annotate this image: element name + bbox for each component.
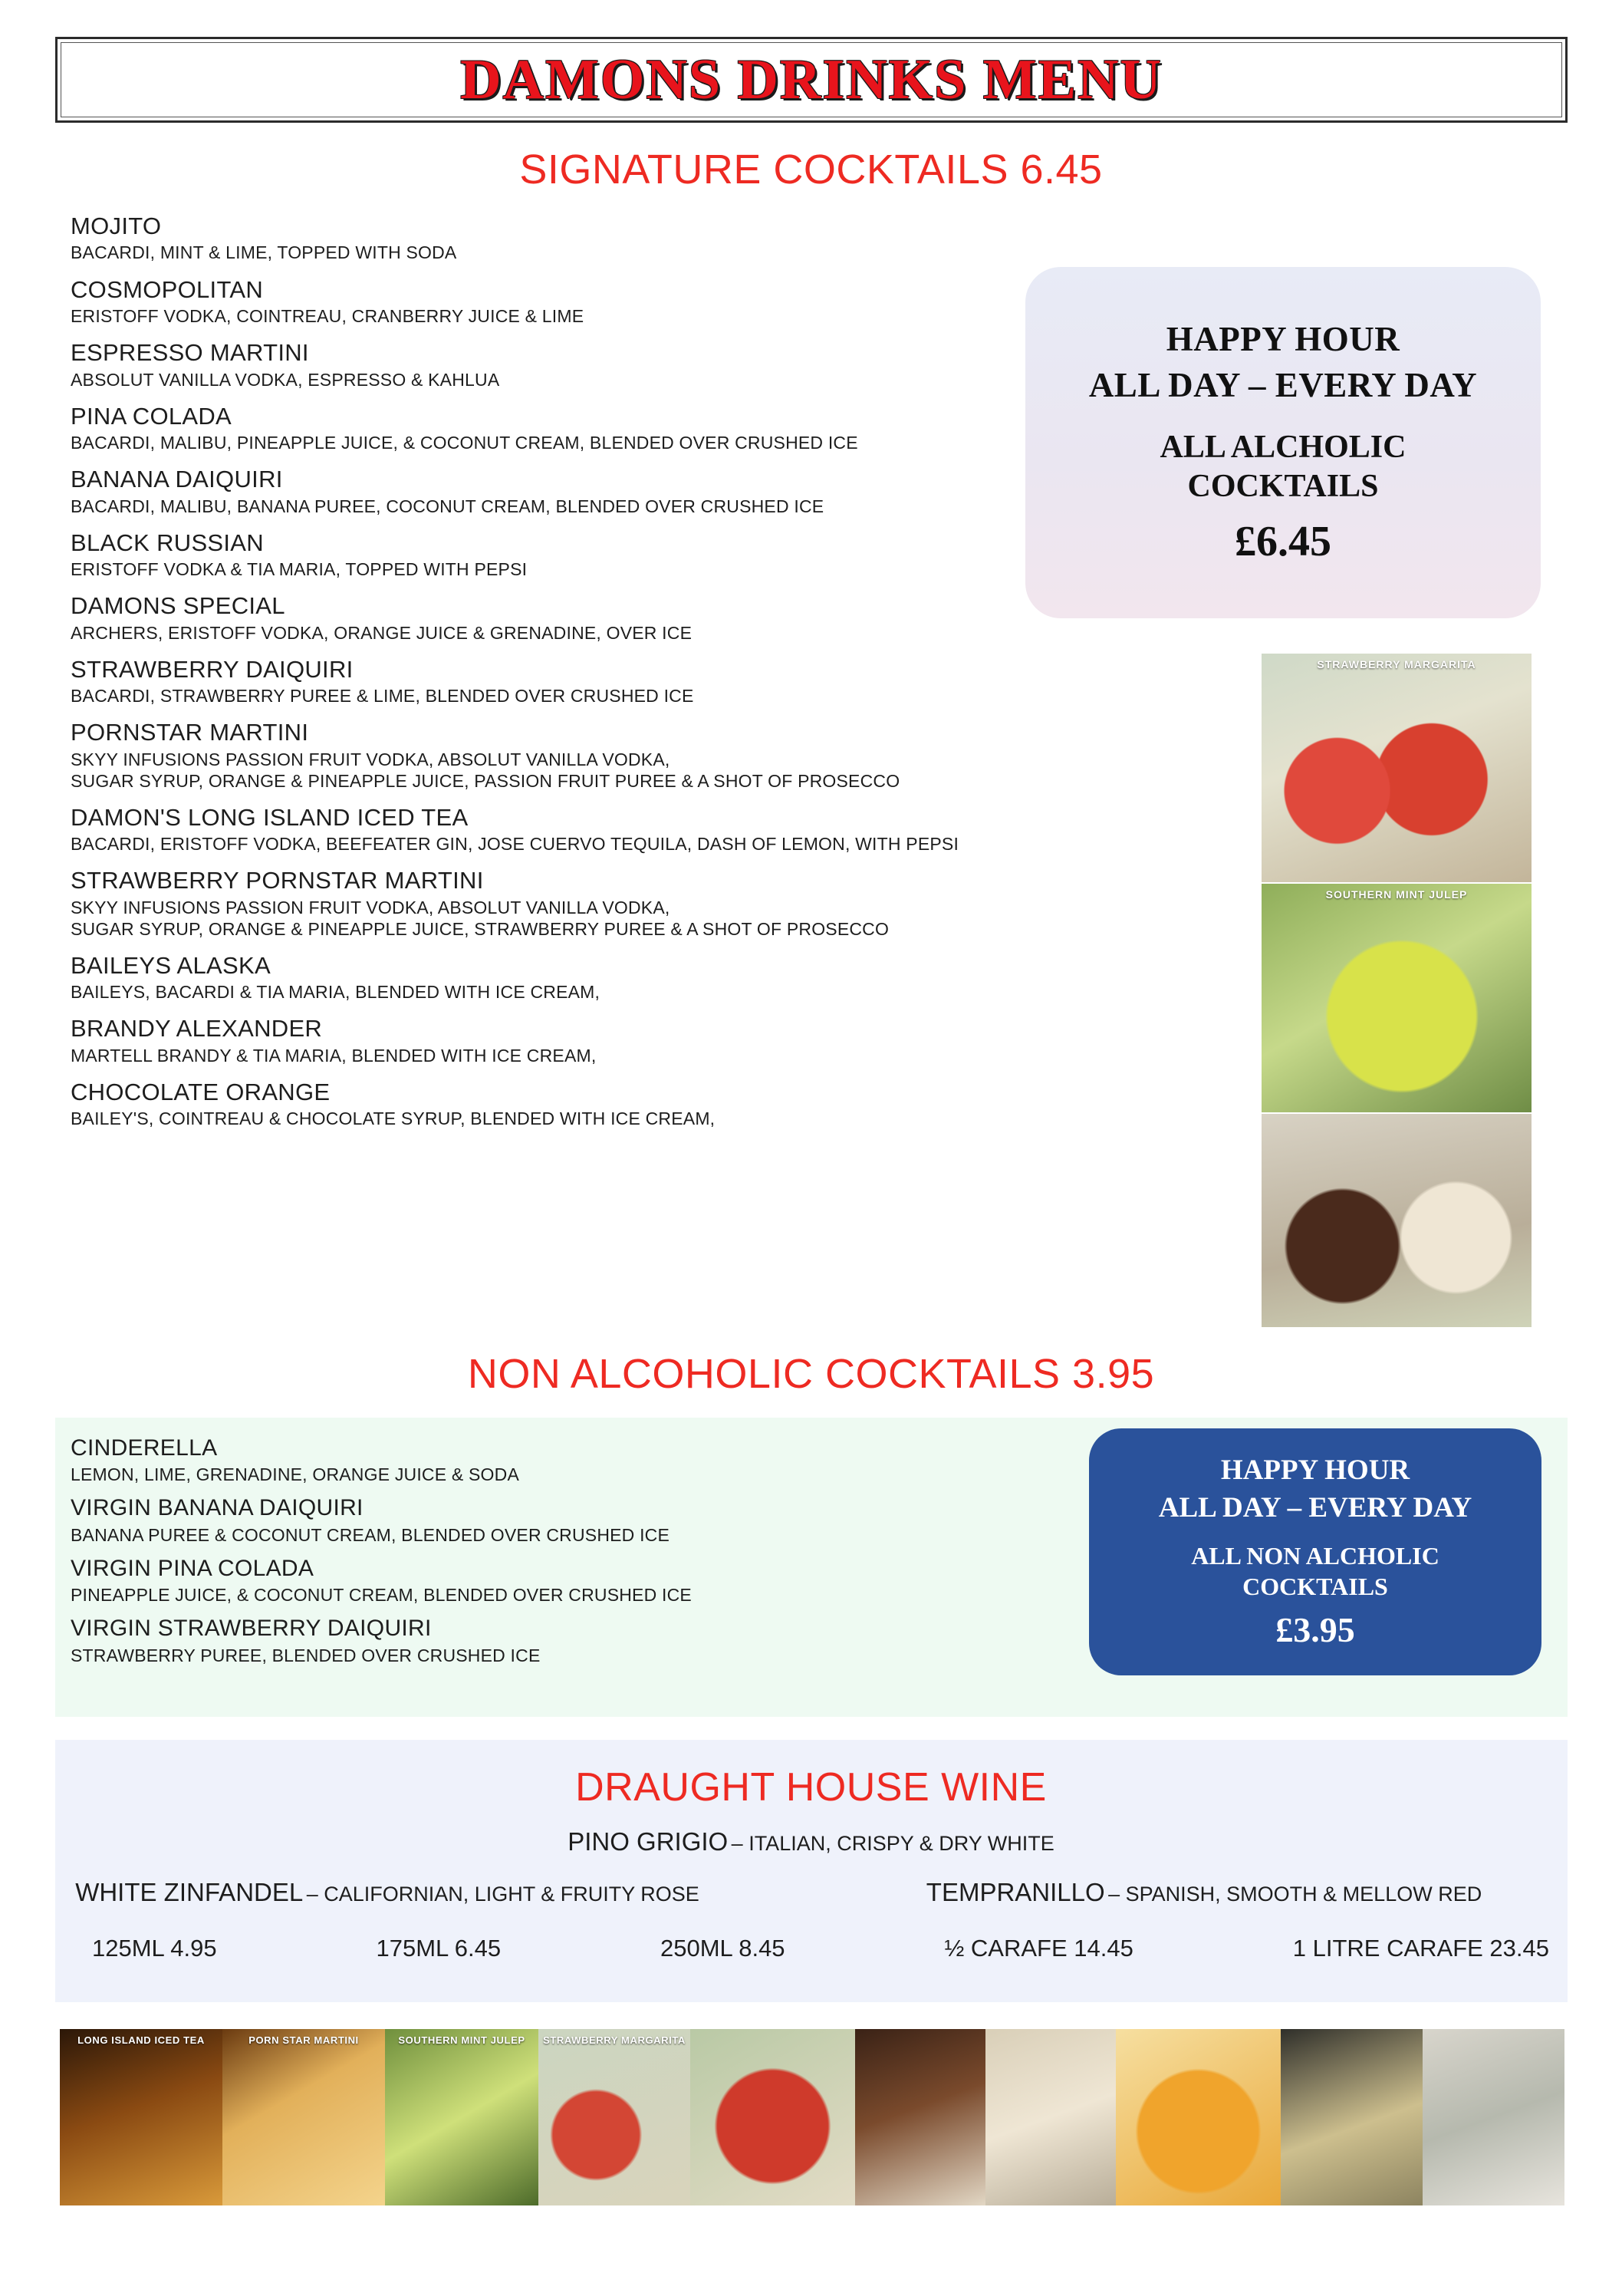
happy-hour-line1: HAPPY HOUR (1166, 319, 1400, 358)
signature-cocktails-heading: SIGNATURE COCKTAILS 6.45 (519, 147, 1103, 193)
wine-desc: – ITALIAN, CRISPY & DRY WHITE (731, 1832, 1054, 1855)
bottom-photo-strip (60, 2029, 1564, 2205)
list-item (71, 1556, 1029, 1606)
happy-hour-line3a: ALL ALCHOLIC (1160, 429, 1407, 465)
happy-hour-alcoholic-box (1025, 267, 1541, 618)
happy-hour-line1: HAPPY HOUR (1220, 1454, 1410, 1486)
cocktail-desc: BAILEY'S, COINTREAU & CHOCOLATE SYRUP, BLENDED WITH ICE CREAM, (71, 1108, 716, 1129)
happy-hour-line2: ALL DAY – EVERY DAY (1158, 1491, 1472, 1524)
nonalcoholic-cocktails-heading: NON ALCOHOLIC COCKTAILS 3.95 (467, 1351, 1155, 1397)
cocktail-name: BRANDY ALEXANDER (71, 1015, 323, 1043)
happy-hour-line3b: COCKTAILS (1187, 469, 1379, 504)
photo-caption: PORN STAR MARTINI (248, 2034, 359, 2046)
cocktail-desc: MARTELL BRANDY & TIA MARIA, BLENDED WITH ICE CREAM, (71, 1045, 597, 1066)
menu-title-box (55, 37, 1568, 123)
cocktail-name: COSMOPOLITAN (71, 275, 264, 303)
wine-pino-grigio (0, 1827, 1622, 1856)
cocktail-desc: PINEAPPLE JUICE, & COCONUT CREAM, BLENDED OVER CRUSHED ICE (71, 1585, 692, 1606)
strawberry-margarita-photo (538, 2029, 690, 2205)
southern-mint-julep-photo (1262, 884, 1532, 1112)
wine-desc: – CALIFORNIAN, LIGHT & FRUITY ROSE (306, 1883, 699, 1906)
cocktail-desc-line2: SUGAR SYRUP, ORANGE & PINEAPPLE JUICE, PASSION FRUIT PUREE & A SHOT OF PROSECCO (71, 770, 900, 791)
list-item (71, 1616, 1029, 1665)
list-item (71, 277, 1029, 328)
wine-heading: DRAUGHT HOUSE WINE (575, 1765, 1047, 1810)
wine-desc: – SPANISH, SMOOTH & MELLOW RED (1108, 1883, 1482, 1906)
cocktail-desc: ARCHERS, ERISTOFF VODKA, ORANGE JUICE & GRENADINE, OVER ICE (71, 622, 693, 643)
cocktail-name: DAMONS SPECIAL (71, 592, 285, 620)
menu-title-inner (61, 42, 1562, 117)
orange-cocktail-photo (1116, 2029, 1281, 2205)
list-item (71, 1436, 1029, 1485)
list-item (71, 657, 1029, 707)
cocktail-name: VIRGIN PINA COLADA (71, 1555, 314, 1581)
list-item (71, 1496, 1029, 1545)
happy-hour-price: £6.45 (1235, 518, 1331, 566)
wine-measure: 1 LITRE CARAFE 23.45 (1292, 1935, 1549, 1962)
cream-cocktails-photo (1262, 1114, 1532, 1327)
cocktail-name: PINA COLADA (71, 402, 232, 430)
long-island-iced-tea-photo (60, 2029, 222, 2205)
cocktail-desc: BACARDI, MINT & LIME, TOPPED WITH SODA (71, 242, 457, 263)
cocktail-name: DAMON'S LONG ISLAND ICED TEA (71, 803, 469, 831)
cocktail-desc: BAILEYS, BACARDI & TIA MARIA, BLENDED WITH ICE CREAM, (71, 982, 600, 1003)
cocktail-name: PORNSTAR MARTINI (71, 719, 309, 746)
list-item (71, 1079, 1029, 1130)
cocktail-name: CINDERELLA (71, 1435, 218, 1461)
list-item (71, 466, 1029, 517)
cocktail-desc (71, 749, 1029, 792)
page-title: DAMONS DRINKS MENU (460, 48, 1163, 111)
iced-coffee-photo (855, 2029, 985, 2205)
wine-measure: ½ CARAFE 14.45 (944, 1935, 1133, 1962)
cocktail-name: STRAWBERRY DAIQUIRI (71, 655, 354, 683)
happy-hour-line3a: ALL NON ALCHOLIC (1191, 1541, 1439, 1570)
happy-hour-line2: ALL DAY – EVERY DAY (1088, 365, 1478, 404)
list-item (71, 953, 1029, 1003)
happy-hour-line3b: COCKTAILS (1242, 1572, 1388, 1600)
list-item (71, 404, 1029, 454)
list-item (71, 720, 1029, 792)
cocktail-name: BLACK RUSSIAN (71, 529, 264, 556)
cocktail-desc: BACARDI, MALIBU, BANANA PUREE, COCONUT CREAM, BLENDED OVER CRUSHED ICE (71, 496, 824, 516)
cocktail-name: BANANA DAIQUIRI (71, 466, 283, 493)
cocktail-desc: BACARDI, MALIBU, PINEAPPLE JUICE, & COCONUT CREAM, BLENDED OVER CRUSHED ICE (71, 433, 858, 453)
wine-white-zinfandel (73, 1878, 702, 1907)
signature-cocktails-list (71, 213, 1029, 1142)
bottles-photo (1423, 2029, 1564, 2205)
cocktail-desc: ERISTOFF VODKA, COINTREAU, CRANBERRY JUICE & LIME (71, 305, 584, 326)
list-item (71, 530, 1029, 581)
wine-name: WHITE ZINFANDEL (75, 1878, 304, 1906)
cocktail-desc-line1: SKYY INFUSIONS PASSION FRUIT VODKA, ABSOLUT VANILLA VODKA, (71, 897, 670, 917)
wine-measure: 250ML 8.45 (660, 1935, 785, 1962)
cocktail-desc: BACARDI, STRAWBERRY PUREE & LIME, BLENDED OVER CRUSHED ICE (71, 686, 694, 707)
photo-caption: SOUTHERN MINT JULEP (398, 2034, 525, 2046)
wine-measure: 175ML 6.45 (376, 1935, 502, 1962)
happy-hour-price: £3.95 (1275, 1610, 1355, 1650)
list-item (71, 340, 1029, 390)
cocktail-desc-line2: SUGAR SYRUP, ORANGE & PINEAPPLE JUICE, STRAWBERRY PUREE & A SHOT OF PROSECCO (71, 918, 890, 939)
photo-caption: STRAWBERRY MARGARITA (543, 2034, 686, 2046)
photo-column (1262, 654, 1532, 1327)
cocktail-desc: ERISTOFF VODKA & TIA MARIA, TOPPED WITH PEPSI (71, 559, 528, 580)
cocktail-desc: STRAWBERRY PUREE, BLENDED OVER CRUSHED ICE (71, 1645, 541, 1665)
cocktail-name: MOJITO (71, 212, 162, 239)
happy-hour-nonalcoholic-box (1089, 1428, 1541, 1675)
cocktail-name: STRAWBERRY PORNSTAR MARTINI (71, 867, 484, 894)
cocktail-desc-line1: SKYY INFUSIONS PASSION FRUIT VODKA, ABSOLUT VANILLA VODKA, (71, 749, 670, 769)
nonalcoholic-cocktails-list (71, 1436, 1029, 1677)
list-item (71, 1016, 1029, 1066)
champagne-photo (1281, 2029, 1423, 2205)
wine-name: TEMPRANILLO (926, 1878, 1105, 1906)
photo-caption: SOUTHERN MINT JULEP (1325, 888, 1468, 901)
cocktail-name: CHOCOLATE ORANGE (71, 1078, 331, 1105)
strawberry-margarita-photo (1262, 654, 1532, 882)
cocktail-name: VIRGIN BANANA DAIQUIRI (71, 1495, 364, 1521)
photo-caption: LONG ISLAND ICED TEA (77, 2034, 205, 2046)
cocktail-name: ESPRESSO MARTINI (71, 339, 309, 367)
list-item (71, 805, 1029, 855)
cocktail-name: VIRGIN STRAWBERRY DAIQUIRI (71, 1616, 432, 1642)
cocktail-desc: BANANA PUREE & COCONUT CREAM, BLENDED OVER CRUSHED ICE (71, 1524, 670, 1545)
cocktail-name: BAILEYS ALASKA (71, 951, 271, 979)
list-item (71, 868, 1029, 940)
list-item (71, 213, 1029, 264)
photo-caption: STRAWBERRY MARGARITA (1317, 658, 1476, 670)
cocktail-desc: BACARDI, ERISTOFF VODKA, BEEFEATER GIN, JOSE CUERVO TEQUILA, DASH OF LEMON, WITH PEPSI (71, 834, 959, 855)
margarita-pair-photo (690, 2029, 855, 2205)
cream-cocktail-photo (985, 2029, 1116, 2205)
cocktail-desc (71, 897, 1029, 940)
southern-mint-julep-photo (385, 2029, 538, 2205)
list-item (71, 593, 1029, 644)
cocktail-desc: LEMON, LIME, GRENADINE, ORANGE JUICE & SODA (71, 1464, 519, 1485)
cocktail-desc: ABSOLUT VANILLA VODKA, ESPRESSO & KAHLUA (71, 369, 500, 390)
porn-star-martini-photo (222, 2029, 385, 2205)
wine-tempranillo (901, 1878, 1507, 1907)
wine-measure: 125ML 4.95 (92, 1935, 217, 1962)
wine-name: PINO GRIGIO (568, 1827, 729, 1856)
wine-measures-row (92, 1935, 1549, 1962)
